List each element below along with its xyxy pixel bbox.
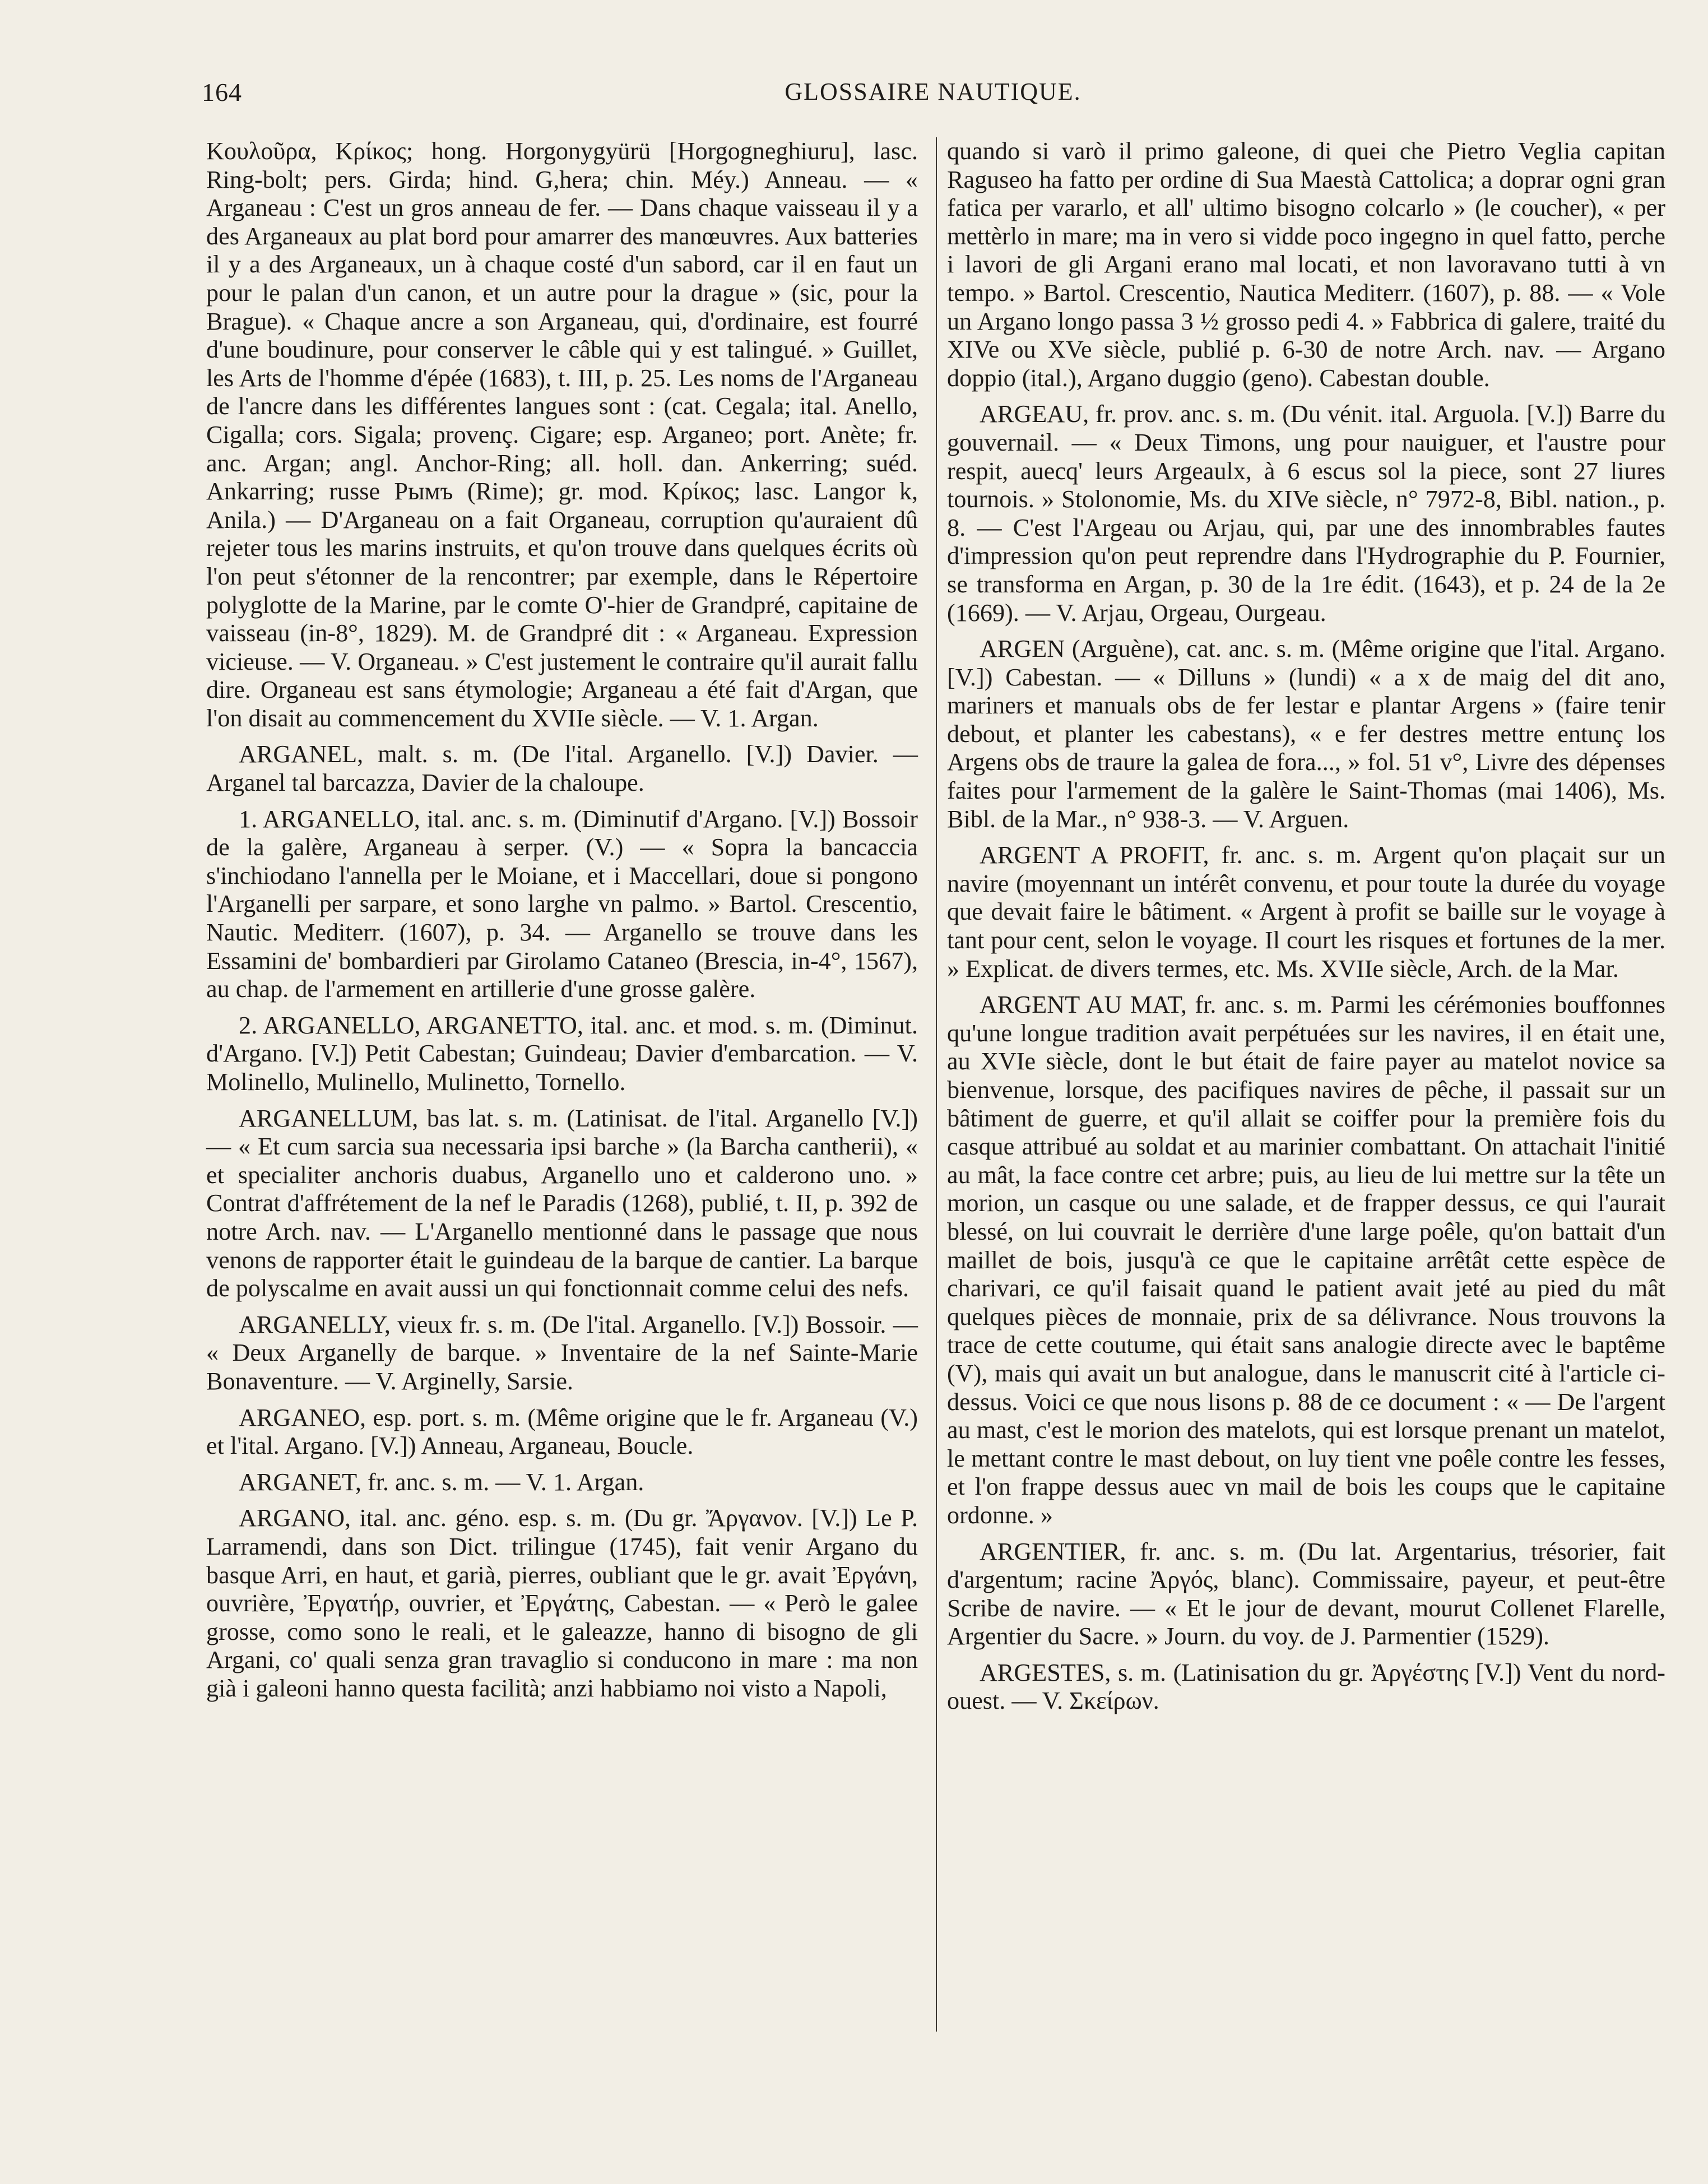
left-column: [206, 137, 918, 1710]
entry-argano-continued: quando si varò il primo galeone, di quei che Pietro Veglia capitan Raguseo ha fatto per ordine di Sua Maestà Cattolica; a doprar ogni gran fatica per vararlo, et all' ultimo bisogno colcarlo » (le coucher), « per mettèrlo in mare; ma in vero si vidde poco ingegno in quel fatto, perche i lavori de gli Argani erano mal locati, et non lavoravano tutti à vn tempo. » Bartol. Crescentio, Nautica Mediterr. (1607), p. 88. — « Vole un Argano longo passa 3 ½ grosso pedi 4. » Fabbrica di galere, traité du XIVe ou XVe siècle, publié p. 6-30 de notre Arch. nav. — Argano doppio (ital.), Argano duggio (geno). Cabestan double.: [947, 137, 1665, 392]
entry-argen: ARGEN (Arguène), cat. anc. s. m. (Même origine que l'ital. Argano. [V.]) Cabestan. — « Dilluns » (lundi) « a x de maig del dit ano, mariners et manuals obs de fer lestar e plantar Argens » (faire tenir debout, et planter les cabestans), « e fer destres mettre entunç los Argens obs de traure la galea de fora..., » fol. 51 v°, Livre des dépenses faites pour l'armement de la galère le Saint-Thomas (mai 1406), Ms. Bibl. de la Mar., n° 938-3. — V. Arguen.: [947, 635, 1665, 833]
entry-arganet: ARGANET, fr. anc. s. m. — V. 1. Argan.: [239, 1468, 644, 1496]
entry-argano: ARGANO, ital. anc. géno. esp. s. m. (Du gr. Ἄργανον. [V.]) Le P. Larramendi, dans son Dict. trilingue (1745), fait venir Argano du basque Arri, en haut, et garià, pierres, oubliant que le gr. avait Ἐργάνη, ouvrière, Ἐργατήρ, ouvrier, et Ἐργάτης, Cabestan. — « Però le galee grosse, como sono le reali, et le galeazze, hanno di bisogno de gli Argani, co' quali senza gran travaglio si conducono in mare : ma non già i galeoni hanno questa facilità; anzi habbiamo noi visto a Napoli,: [206, 1504, 918, 1702]
entry-argent-au-mat: ARGENT AU MAT, fr. anc. s. m. Parmi les cérémonies bouffonnes qu'une longue tradition avait perpétuées sur les navires, il en était une, au XVIe siècle, dont le but était de faire payer au matelot novice sa bienvenue, lorsque, des pacifiques navires de pêche, il passait sur un bâtiment de guerre, et qu'il allait se coiffer pour la première fois du casque attribué au soldat et au marinier combattant. On attachait l'initié au mât, la face contre cet arbre; puis, au lieu de lui mettre sur la tête un morion, un casque ou une salade, et de frapper dessus, ce qui l'aurait blessé, on lui couvrait le derrière d'une large poêle, qu'on battait d'un maillet de bois, jusqu'à ce que le capitaine arrêtât cette espèce de charivari, ce qu'il faisait quand le patient avait jeté au pied du mât quelques pièces de monnaie, prix de sa délivrance. Nous trouvons la trace de cette coutume, qui était sans analogie directe avec le baptême (V), mais qui avait un but analogue, dans le manuscrit cité à l'article ci-dessus. Voici ce que nous lisons p. 88 de ce document : « — De l'argent au mast, c'est le morion des matelots, qui est lorsque prenant un matelot, le mettant contre le mast debout, on luy tient vne poêle contre les fesses, et l'on frappe dessus auec vn mail de bois les coups que le capitaine ordonne. »: [947, 991, 1665, 1529]
entry-arganeo: ARGANEO, esp. port. s. m. (Même origine que le fr. Arganeau (V.) et l'ital. Argano. [V.]) Anneau, Arganeau, Boucle.: [206, 1403, 918, 1460]
page-header: [202, 77, 1664, 122]
entry-arganelly: ARGANELLY, vieux fr. s. m. (De l'ital. Arganello. [V.]) Bossoir. — « Deux Arganelly de barque. » Inventaire de la nef Sainte-Marie Bonaventure. — V. Arginelly, Sarsie.: [206, 1310, 918, 1395]
entry-arganel: ARGANEL, malt. s. m. (De l'ital. Arganello. [V.]) Davier. — Arganel tal barcazza, Davier de la chaloupe.: [206, 740, 918, 797]
entry-argentier: ARGENTIER, fr. anc. s. m. (Du lat. Argentarius, trésorier, fait d'argentum; racine Ἀργός, blanc). Commissaire, payeur, et peut-être Scribe de navire. — « Et le jour de devant, mourut Collenet Flarelle, Argentier du Sacre. » Journ. du voy. de J. Parmentier (1529).: [947, 1537, 1665, 1650]
entry-argent-a-profit: ARGENT A PROFIT, fr. anc. s. m. Argent qu'on plaçait sur un navire (moyennant un intérêt convenu, et pour toute la durée du voyage que devait faire le bâtiment. « Argent à profit se baille sur le voyage à tant pour cent, selon le voyage. Il court les risques et fortunes de la mer. » Explicat. de divers termes, etc. Ms. XVIIe siècle, Arch. de la Mar.: [947, 841, 1665, 982]
entry-argestes: ARGESTES, s. m. (Latinisation du gr. Ἀργέστης [V.]) Vent du nord-ouest. — V. Σκείρων.: [947, 1658, 1665, 1715]
running-title: GLOSSAIRE NAUTIQUE.: [785, 78, 1082, 105]
entry-argeau: ARGEAU, fr. prov. anc. s. m. (Du vénit. ital. Arguola. [V.]) Barre du gouvernail. — « Deux Timons, ung pour nauiguer, et l'austre pour respit, auecq' leurs Argeaulx, à 6 escus sol la piece, sont 27 liures tournois. » Stolonomie, Ms. du XIVe siècle, n° 7972-8, Bibl. nation., p. 8. — C'est l'Argeau ou Arjau, qui, par une des innombrables fautes d'impression qu'on peut reprendre dans l'Hydrographie du P. Fournier, se transforma en Argan, p. 30 de la 1re édit. (1643), et p. 24 de la 2e (1669). — V. Arjau, Orgeau, Ourgeau.: [947, 400, 1665, 627]
entry-arganellum: ARGANELLUM, bas lat. s. m. (Latinisat. de l'ital. Arganello [V.]) — « Et cum sarcia sua necessaria ipsi barche » (la Barcha cantherii), « et specialiter anchoris duabus, Arganello uno et calderono uno. » Contrat d'affrétement de la nef le Paradis (1268), publié, t. II, p. 392 de notre Arch. nav. — L'Arganello mentionné dans le passage que nous venons de rapporter était le guindeau de la barque de cantier. La barque de polyscalme en avait aussi un qui fonctionnait comme celui des nefs.: [206, 1104, 918, 1302]
column-divider: [936, 137, 937, 2032]
right-column: [947, 137, 1665, 1723]
entry-arganello-1: 1. ARGANELLO, ital. anc. s. m. (Diminutif d'Argano. [V.]) Bossoir de la galère, Arganeau à serper. (V.) — « Sopra la bancaccia s'inchiodano l'annella per le Moiane, et i Maccellari, doue si pongono l'Arganelli per sarpare, et sono larghe vn palmo. » Bartol. Crescentio, Nautic. Mediterr. (1607), p. 34. — Arganello se trouve dans les Essamini de' bombardieri par Girolamo Cataneo (Brescia, in-4°, 1567), au chap. de l'armement en artillerie d'une grosse galère.: [206, 805, 918, 1003]
page-number: 164: [202, 78, 242, 106]
entry-arganeau-continued: Κουλοῦρα, Κρίκος; hong. Horgonygyürü [Horgogneghiuru], lasc. Ring-bolt; pers. Girda; hind. G,hera; chin. Méy.) Anneau. — « Arganeau : C'est un gros anneau de fer. — Dans chaque vaisseau il y a des Arganeaux au plat bord pour amarrer des manœuvres. Aux batteries il y a des Arganeaux, un à chaque costé d'un sabord, car il en faut un pour le palan d'un canon, et un autre pour la drague » (sic, pour la Brague). « Chaque ancre a son Arganeau, qui, d'ordinaire, est fourré d'une boudinure, pour conserver le câble qui y est talingué. » Guillet, les Arts de l'homme d'épée (1683), t. III, p. 25. Les noms de l'Arganeau de l'ancre dans les différentes langues sont : (cat. Cegala; ital. Anello, Cigalla; cors. Sigala; provenç. Cigare; esp. Arganeo; port. Anète; fr. anc. Argan; angl. Anchor-Ring; all. holl. dan. Ankerring; suéd. Ankarring; russe Рымъ (Rime); gr. mod. Κρίκος; lasc. Langor k, Anila.) — D'Arganeau on a fait Organeau, corruption qu'auraient dû rejeter tous les marins instruits, et qu'on trouve dans quelques écrits où l'on peut s'étonner de la rencontrer; par exemple, dans le Répertoire polyglotte de la Marine, par le comte O'-hier de Grandpré, capitaine de vaisseau (in-8°, 1829). M. de Grandpré dit : « Arganeau. Expression vicieuse. — V. Organeau. » C'est justement le contraire qu'il aurait fallu dire. Organeau est sans étymologie; Arganeau a été fait d'Argan, que l'on disait au commencement du XVIIe siècle. — V. 1. Argan.: [206, 137, 918, 732]
entry-arganello-2: 2. ARGANELLO, ARGANETTO, ital. anc. et mod. s. m. (Diminut. d'Argano. [V.]) Petit Cabestan; Guindeau; Davier d'embarcation. — V. Molinello, Mulinello, Mulinetto, Tornello.: [206, 1011, 918, 1096]
